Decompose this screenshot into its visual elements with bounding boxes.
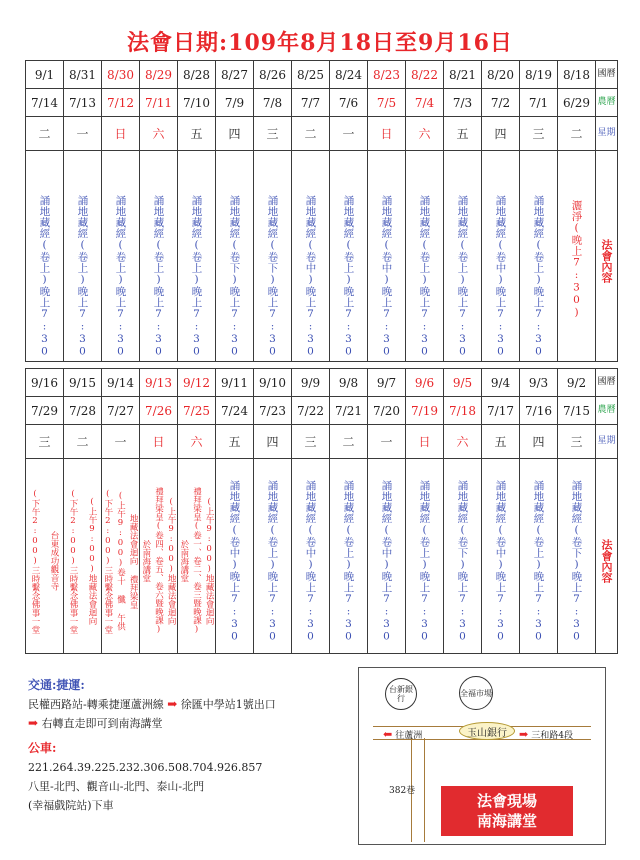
content-lines (102, 479, 139, 634)
gregorian-date-label (596, 369, 618, 397)
content-text: 誦地藏經(卷上)晚上7:30 (418, 479, 431, 643)
weekday-cell: 三 (292, 425, 330, 459)
content-text: 於南海講堂 (140, 539, 151, 583)
venue-box (441, 786, 573, 836)
content-label (596, 459, 618, 654)
landmark-2: 全福市場 (460, 688, 492, 698)
content-cell (140, 151, 178, 362)
weekday-cell: 五 (444, 117, 482, 151)
content-cell (482, 151, 520, 362)
content-lines (558, 470, 595, 643)
weekday-cell: 二 (558, 117, 596, 151)
weekday-cell: 二 (292, 117, 330, 151)
content-text: 誦地藏經(卷上)晚上7:30 (266, 479, 279, 643)
bank-label: 玉山銀行 (467, 727, 507, 739)
walk-directions: 右轉直走即可到南海講堂 (41, 717, 163, 730)
road-left-label (383, 728, 422, 741)
alley-text: 382巷 (389, 786, 416, 796)
content-lines (140, 477, 177, 635)
lunar-date-cell: 7/8 (254, 89, 292, 117)
weekday-cell: 六 (406, 117, 444, 151)
gregorian-date-cell: 9/10 (254, 369, 292, 397)
content-text: 誦地藏經(卷上)晚上7:30 (456, 195, 469, 358)
lunar-date-cell: 7/2 (482, 89, 520, 117)
content-text: 誦地藏經(卷上)晚上7:30 (190, 195, 203, 358)
gregorian-date-cell: 9/6 (406, 369, 444, 397)
lunar-date-cell: 7/18 (444, 397, 482, 425)
content-row (26, 151, 618, 362)
content-cell (444, 459, 482, 654)
lunar-date-cell: 7/1 (520, 89, 558, 117)
weekday-cell: 一 (368, 425, 406, 459)
content-lines (368, 470, 405, 643)
gregorian-date-cell: 8/26 (254, 61, 292, 89)
lunar-date-cell: 7/26 (140, 397, 178, 425)
location-map (358, 667, 606, 845)
lunar-date-cell: 7/3 (444, 89, 482, 117)
road-right-text: 三和路4段 (531, 731, 573, 741)
lunar-date-label-text: 農曆 (597, 405, 616, 415)
content-cell (178, 459, 216, 654)
content-cell (558, 459, 596, 654)
weekday-cell: 四 (254, 425, 292, 459)
weekday-cell: 四 (482, 117, 520, 151)
content-text: 地藏法會迴向 禮拜梁皇 (128, 513, 139, 609)
lunar-date-cell: 7/10 (178, 89, 216, 117)
lunar-date-cell: 7/13 (64, 89, 102, 117)
content-text: 於南海講堂 (178, 539, 189, 583)
content-text: 誦地藏經(卷下)晚上7:30 (570, 479, 583, 643)
gregorian-date-cell: 9/2 (558, 369, 596, 397)
gregorian-date-label-text: 國曆 (597, 69, 616, 79)
lunar-date-cell: 7/9 (216, 89, 254, 117)
bus-getoff: (幸福戲院站)下車 (28, 799, 114, 812)
content-lines (64, 479, 101, 634)
alley-label (389, 786, 415, 797)
content-cell (368, 459, 406, 654)
mrt-heading: 交通:捷運: (28, 678, 85, 692)
weekday-cell: 四 (216, 117, 254, 151)
content-lines (216, 470, 253, 643)
lunar-date-cell: 7/29 (26, 397, 64, 425)
lunar-date-cell: 7/15 (558, 397, 596, 425)
content-label-text: 法會內容 (600, 239, 613, 283)
content-cell (102, 459, 140, 654)
content-cell (64, 459, 102, 654)
lunar-date-cell: 7/16 (520, 397, 558, 425)
weekday-cell: 五 (482, 425, 520, 459)
weekday-cell: 六 (140, 117, 178, 151)
content-text: (上午9:00)地藏法會迴向 (204, 497, 215, 625)
gregorian-date-cell: 8/27 (216, 61, 254, 89)
content-cell (330, 151, 368, 362)
content-text: (下午2:00)三時繫念佛事一堂 (30, 488, 40, 634)
lunar-date-cell: 7/5 (368, 89, 406, 117)
content-text: (上午9:00)卷十 懺 午供 (115, 491, 126, 631)
lunar-date-cell: 7/12 (102, 89, 140, 117)
content-cell (26, 151, 64, 362)
lunar-date-cell: 7/14 (26, 89, 64, 117)
gregorian-date-cell: 9/15 (64, 369, 102, 397)
lunar-date-cell: 7/19 (406, 397, 444, 425)
lunar-date-cell: 6/29 (558, 89, 596, 117)
weekday-cell: 五 (216, 425, 254, 459)
transport-info (28, 676, 276, 815)
gregorian-date-cell: 9/5 (444, 369, 482, 397)
lunar-date-cell: 7/28 (64, 397, 102, 425)
weekday-label-text: 星期 (597, 436, 616, 446)
gregorian-date-cell: 9/8 (330, 369, 368, 397)
gregorian-date-cell: 9/11 (216, 369, 254, 397)
venue-line-2: 南海講堂 (476, 812, 537, 830)
content-lines (26, 479, 63, 634)
content-lines (406, 470, 443, 643)
weekday-cell: 四 (520, 425, 558, 459)
lunar-date-cell: 7/23 (254, 397, 292, 425)
gregorian-date-cell: 9/4 (482, 369, 520, 397)
content-lines (520, 470, 557, 643)
gregorian-date-cell: 8/30 (102, 61, 140, 89)
page-title: 法會日期:109年8月18日至9月16日 (127, 30, 513, 56)
gregorian-date-cell: 9/12 (178, 369, 216, 397)
landmark-oval-2 (459, 676, 493, 710)
gregorian-date-cell: 9/3 (520, 369, 558, 397)
content-label (596, 151, 618, 362)
arrow-right-icon: ➡ (167, 697, 178, 711)
content-text: 台東成功觀音寺 (49, 531, 59, 591)
schedule-table-1 (25, 60, 618, 362)
arrow-right-icon: ➡ (519, 728, 529, 741)
content-text: 誦地藏經(卷中)晚上7:30 (494, 195, 507, 358)
gregorian-date-row (26, 369, 618, 397)
content-label-text: 法會內容 (600, 539, 613, 583)
weekday-label (596, 117, 618, 151)
gregorian-date-cell: 8/19 (520, 61, 558, 89)
lunar-date-cell: 7/24 (216, 397, 254, 425)
content-cell (140, 459, 178, 654)
lunar-date-row (26, 397, 618, 425)
weekday-cell: 日 (140, 425, 178, 459)
gregorian-date-label-text: 國曆 (597, 377, 616, 387)
gregorian-date-cell: 8/22 (406, 61, 444, 89)
content-text: 誦地藏經(卷上)晚上7:30 (532, 195, 545, 358)
content-cell (406, 459, 444, 654)
weekday-label (596, 425, 618, 459)
content-lines (292, 470, 329, 643)
content-text: 灑淨(晚上7:30) (570, 200, 583, 319)
content-cell (482, 459, 520, 654)
content-cell (292, 151, 330, 362)
content-text: 禮拜梁皇(卷一、卷二、卷三暨晚課) (191, 487, 202, 635)
content-text: (上午9:00)地藏法會迴向 (166, 497, 177, 625)
content-text: 誦地藏經(卷中)晚上7:30 (304, 195, 317, 358)
lunar-date-cell: 7/25 (178, 397, 216, 425)
venue-line-1: 法會現場 (476, 792, 537, 810)
content-text: (下午2:00)三時繫念佛事一堂 (102, 488, 113, 634)
content-text: 誦地藏經(卷上)晚上7:30 (532, 479, 545, 643)
lunar-date-cell: 7/27 (102, 397, 140, 425)
content-text: 誦地藏經(卷上)晚上7:30 (152, 195, 165, 358)
content-cell (292, 459, 330, 654)
lunar-date-cell: 7/11 (140, 89, 178, 117)
content-text: 誦地藏經(卷上)晚上7:30 (418, 195, 431, 358)
content-lines (254, 470, 291, 643)
bus-heading: 公車: (28, 741, 57, 755)
lunar-date-label (596, 89, 618, 117)
lunar-date-label-text: 農曆 (597, 97, 616, 107)
mrt-exit: 徐匯中學站1號出口 (180, 698, 276, 711)
weekday-cell: 三 (26, 425, 64, 459)
lunar-date-cell: 7/7 (292, 89, 330, 117)
weekday-cell: 三 (558, 425, 596, 459)
road-left-text: 往蘆洲 (395, 731, 423, 741)
weekday-cell: 三 (520, 117, 558, 151)
gregorian-date-cell: 9/7 (368, 369, 406, 397)
content-text: 禮拜梁皇(卷四、卷五、卷六暨晚課) (153, 487, 164, 635)
weekday-cell: 一 (330, 117, 368, 151)
content-cell (444, 151, 482, 362)
weekday-label-text: 星期 (597, 128, 616, 138)
mrt-line-2 (28, 714, 276, 733)
lunar-date-cell: 7/21 (330, 397, 368, 425)
content-text: (下午2:00)三時繫念佛事一堂 (68, 488, 78, 634)
gregorian-date-cell: 8/20 (482, 61, 520, 89)
gregorian-date-cell: 9/16 (26, 369, 64, 397)
content-lines (482, 470, 519, 643)
gregorian-date-cell: 8/25 (292, 61, 330, 89)
weekday-cell: 日 (368, 117, 406, 151)
lunar-date-cell: 7/4 (406, 89, 444, 117)
content-row (26, 459, 618, 654)
gregorian-date-cell: 8/24 (330, 61, 368, 89)
weekday-cell: 六 (444, 425, 482, 459)
weekday-cell: 一 (102, 425, 140, 459)
gregorian-date-cell: 9/9 (292, 369, 330, 397)
lunar-date-cell: 7/22 (292, 397, 330, 425)
content-text: 誦地藏經(卷上)晚上7:30 (38, 195, 51, 358)
content-cell (406, 151, 444, 362)
arrow-right-icon: ➡ (28, 716, 39, 730)
gregorian-date-cell: 8/28 (178, 61, 216, 89)
bus-stops: 八里-北門、觀音山-北門、泰山-北門 (28, 780, 205, 793)
content-cell (368, 151, 406, 362)
bank-marker (459, 722, 515, 740)
weekday-cell: 日 (102, 117, 140, 151)
gregorian-date-cell: 9/14 (102, 369, 140, 397)
lunar-date-cell: 7/6 (330, 89, 368, 117)
gregorian-date-label (596, 61, 618, 89)
content-cell (64, 151, 102, 362)
content-cell (520, 459, 558, 654)
content-cell (330, 459, 368, 654)
lunar-date-cell: 7/17 (482, 397, 520, 425)
weekday-cell: 六 (178, 425, 216, 459)
weekday-cell: 二 (26, 117, 64, 151)
mrt-transfer: 民權西路站-轉乘捷運蘆洲線 (28, 698, 164, 711)
content-lines (178, 477, 215, 635)
content-cell (178, 151, 216, 362)
content-text: 誦地藏經(卷下)晚上7:30 (456, 479, 469, 643)
schedule-table-2 (25, 368, 618, 654)
content-text: 誦地藏經(卷上)晚上7:30 (76, 195, 89, 358)
gregorian-date-cell: 9/13 (140, 369, 178, 397)
gregorian-date-cell: 8/23 (368, 61, 406, 89)
weekday-cell: 一 (64, 117, 102, 151)
weekday-cell: 日 (406, 425, 444, 459)
content-cell (26, 459, 64, 654)
content-cell (216, 459, 254, 654)
weekday-row (26, 425, 618, 459)
content-text: 誦地藏經(卷下)晚上7:30 (266, 195, 279, 358)
landmark-1: 台新銀行 (389, 685, 413, 703)
content-cell (254, 151, 292, 362)
content-cell (216, 151, 254, 362)
gregorian-date-cell: 8/31 (64, 61, 102, 89)
content-lines (330, 470, 367, 643)
weekday-cell: 二 (64, 425, 102, 459)
road-right-label (519, 728, 573, 741)
content-text: 誦地藏經(卷上)晚上7:30 (342, 479, 355, 643)
content-cell (520, 151, 558, 362)
content-text: (上午9:00)地藏法會迴向 (87, 497, 97, 625)
gregorian-date-cell: 9/1 (26, 61, 64, 89)
content-text: 誦地藏經(卷中)晚上7:30 (228, 479, 241, 643)
weekday-row (26, 117, 618, 151)
content-text: 誦地藏經(卷中)晚上7:30 (304, 479, 317, 643)
content-text: 誦地藏經(卷中)晚上7:30 (380, 195, 393, 358)
weekday-cell: 三 (254, 117, 292, 151)
gregorian-date-cell: 8/21 (444, 61, 482, 89)
content-text: 誦地藏經(卷上)晚上7:30 (342, 195, 355, 358)
lunar-date-cell: 7/20 (368, 397, 406, 425)
gregorian-date-cell: 8/29 (140, 61, 178, 89)
content-text: 誦地藏經(卷中)晚上7:30 (494, 479, 507, 643)
content-cell (254, 459, 292, 654)
weekday-cell: 二 (330, 425, 368, 459)
content-text: 誦地藏經(卷下)晚上7:30 (228, 195, 241, 358)
arrow-left-icon: ⬅ (383, 728, 393, 741)
content-cell (558, 151, 596, 362)
gregorian-date-cell: 8/18 (558, 61, 596, 89)
mrt-line-1 (28, 695, 276, 714)
content-cell (102, 151, 140, 362)
weekday-cell: 五 (178, 117, 216, 151)
gregorian-date-row (26, 61, 618, 89)
lunar-date-label (596, 397, 618, 425)
content-text: 誦地藏經(卷上)晚上7:30 (114, 195, 127, 358)
content-text: 誦地藏經(卷中)晚上7:30 (380, 479, 393, 643)
lunar-date-row (26, 89, 618, 117)
bus-numbers: 221.264.39.225.232.306.508.704.926.857 (28, 761, 263, 774)
landmark-oval-1 (385, 678, 417, 710)
content-lines (444, 470, 481, 643)
